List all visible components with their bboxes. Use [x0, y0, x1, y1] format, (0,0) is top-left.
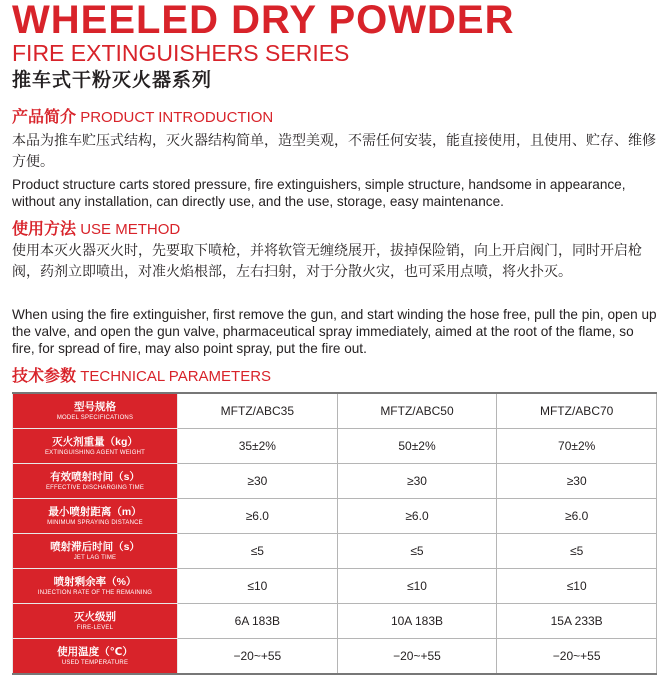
row-label-cn: 喷射剩余率（%）	[53, 575, 137, 588]
method-heading-en: USE METHOD	[80, 221, 181, 238]
parameters-table	[12, 392, 657, 675]
table-cell: 6A 183B	[178, 604, 338, 639]
method-text-en: When using the fire extinguisher, first remove the gun, and start winding the hose free, pull the pin, open up the valve, and open the gun valve, pharmaceutical spray immediately, aimed at the root of the flame, so fire, for spread of fire, may also point spray, put the fire out.	[12, 307, 657, 356]
row-label-en: JET LAG TIME	[73, 554, 117, 561]
method-heading	[12, 220, 180, 240]
table-cell: ≥6.0	[337, 499, 497, 534]
table-cell: ≥30	[337, 464, 497, 499]
row-label-cn: 最小喷射距离（m）	[48, 505, 142, 518]
title-line-1: WHEELED DRY POWDER	[12, 0, 515, 42]
table-cell: −20~+55	[337, 639, 497, 675]
table-cell: MFTZ/ABC50	[337, 393, 497, 429]
params-heading-en: TECHNICAL PARAMETERS	[80, 368, 272, 385]
row-label-en: EFFECTIVE DISCHARGING TIME	[45, 484, 145, 491]
table-cell: 35±2%	[178, 429, 338, 464]
title-line-2: FIRE EXTINGUISHERS SERIES	[12, 40, 350, 66]
table-cell: MFTZ/ABC70	[497, 393, 657, 429]
row-label	[13, 534, 178, 569]
row-label	[13, 499, 178, 534]
intro-heading-en: PRODUCT INTRODUCTION	[80, 109, 274, 126]
row-label-en: FIRE-LEVEL	[76, 624, 114, 631]
table-row	[13, 639, 657, 675]
table-row	[13, 534, 657, 569]
row-label	[13, 393, 178, 429]
table-cell: ≤10	[497, 569, 657, 604]
table-cell: MFTZ/ABC35	[178, 393, 338, 429]
table-row	[13, 464, 657, 499]
table-cell: ≥30	[178, 464, 338, 499]
table-cell: 15A 233B	[497, 604, 657, 639]
row-label-cn: 灭火剂重量（kg）	[52, 435, 138, 448]
method-text-cn: 使用本灭火器灭火时，先要取下喷枪，并将软管无缠绕展开，拔掉保险销，向上开启阀门，同时开启枪阀，药剂立即喷出，对准火焰根部，左右扫射，对于分散火灾，也可采用点喷，将火扑灭。	[12, 242, 642, 279]
intro-text-cn: 本品为推车贮压式结构，灭火器结构简单，造型美观，不需任何安装，能直接使用，且使用、贮存、维修方便。	[12, 132, 656, 169]
table-cell: ≥6.0	[178, 499, 338, 534]
table-cell: ≤5	[178, 534, 338, 569]
row-label-cn: 灭火级别	[74, 610, 116, 623]
table-cell: ≤10	[337, 569, 497, 604]
table-cell: 50±2%	[337, 429, 497, 464]
intro-text-en: Product structure carts stored pressure, fire extinguishers, simple structure, handsome in appearance, without any installation, can directly use, and the use, storage, easy maintenance.	[12, 177, 626, 209]
row-label	[13, 604, 178, 639]
intro-heading	[12, 108, 273, 128]
table-cell: 70±2%	[497, 429, 657, 464]
row-label	[13, 464, 178, 499]
row-label-cn: 型号规格	[74, 400, 116, 413]
row-label-en: INJECTION RATE OF THE REMAINING	[37, 589, 153, 596]
title-chinese: 推车式干粉灭火器系列	[12, 70, 213, 91]
row-label-cn: 喷射滞后时间（s）	[50, 540, 140, 553]
table-cell: ≤10	[178, 569, 338, 604]
row-label	[13, 569, 178, 604]
table-cell: −20~+55	[497, 639, 657, 675]
table-cell: 10A 183B	[337, 604, 497, 639]
row-label	[13, 429, 178, 464]
row-label-en: EXTINGUISHING AGENT WEIGHT	[44, 449, 146, 456]
params-heading	[12, 367, 271, 387]
row-label-en: MODEL SPECIFICATIONS	[56, 414, 134, 421]
table-row	[13, 569, 657, 604]
table-row	[13, 499, 657, 534]
table-cell: ≤5	[337, 534, 497, 569]
table-cell: ≤5	[497, 534, 657, 569]
intro-heading-cn: 产品简介	[12, 109, 77, 126]
table-row	[13, 429, 657, 464]
params-heading-cn: 技术参数	[12, 368, 77, 385]
table-cell: ≥30	[497, 464, 657, 499]
table-cell: −20~+55	[178, 639, 338, 675]
row-label-en: MINIMUM SPRAYING DISTANCE	[47, 519, 143, 526]
method-heading-cn: 使用方法	[12, 221, 77, 238]
row-label-en: USED TEMPERATURE	[61, 659, 129, 666]
row-label	[13, 639, 178, 675]
row-label-cn: 使用温度（℃）	[57, 645, 133, 658]
row-label-cn: 有效喷射时间（s）	[50, 470, 140, 483]
table-cell: ≥6.0	[497, 499, 657, 534]
table-row	[13, 604, 657, 639]
table-row	[13, 393, 657, 429]
